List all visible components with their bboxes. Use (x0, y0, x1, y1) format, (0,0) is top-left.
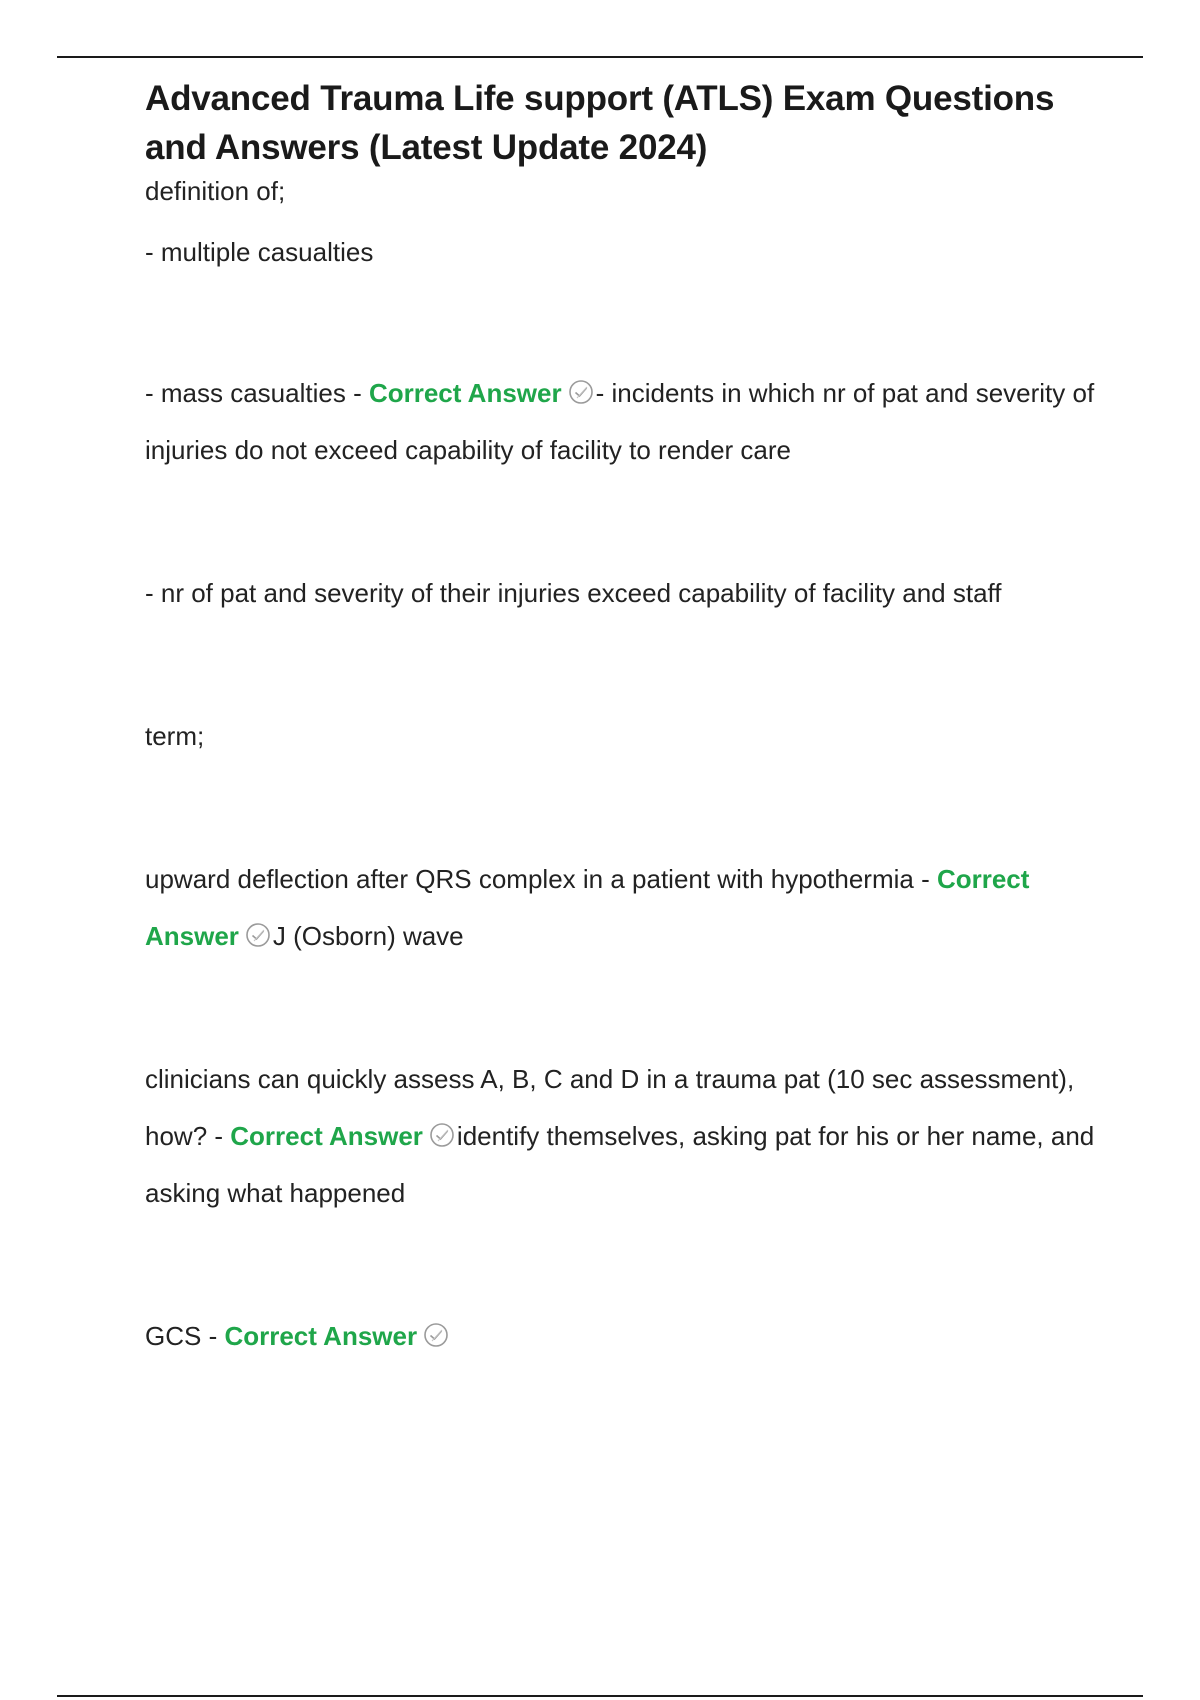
header-rule (57, 56, 1143, 58)
correct-answer-label: Correct Answer (230, 1121, 423, 1151)
qa-term-label: term; (145, 721, 205, 751)
footer-rule (57, 1695, 1143, 1697)
question-text: upward deflection after QRS complex in a patient with hypothermia - (145, 864, 937, 894)
check-circle-icon (429, 1122, 455, 1148)
qa-item-osborn (145, 851, 1105, 965)
qa-option-multiple: - multiple casualties (145, 237, 374, 267)
check-circle-icon (245, 922, 271, 948)
check-circle-icon (568, 379, 594, 405)
document-body (145, 74, 1105, 1365)
question-text: - mass casualties - (145, 378, 369, 408)
question-text: GCS - (145, 1321, 225, 1351)
correct-answer-label: Correct Answer (145, 864, 1030, 951)
answer-text: - incidents in which nr of pat and severity of injuries do not exceed capability of facility to render care (145, 378, 1095, 465)
correct-answer-label: Correct Answer (368, 378, 562, 408)
qa-item-gcs (145, 1308, 1105, 1365)
correct-answer-label: Correct Answer (224, 1321, 418, 1351)
answer-text: identify themselves, asking pat for his or her name, and asking what happened (145, 1121, 1095, 1208)
qa-option-exceed: - nr of pat and severity of their injuries exceed capability of facility and staff (145, 578, 1002, 608)
qa-item-mass-casualties (145, 365, 1105, 479)
answer-text: J (Osborn) wave (272, 921, 464, 951)
check-circle-icon (423, 1322, 449, 1348)
qa-item-10-sec (145, 1051, 1105, 1222)
question-text: clinicians can quickly assess A, B, C and D in a trauma pat (10 sec assessment), how? - (145, 1064, 1075, 1151)
document-title: Advanced Trauma Life support (ATLS) Exam Questions and Answers (Latest Update 2024) (145, 79, 1055, 167)
qa-term-prompt: definition of; (145, 176, 286, 206)
